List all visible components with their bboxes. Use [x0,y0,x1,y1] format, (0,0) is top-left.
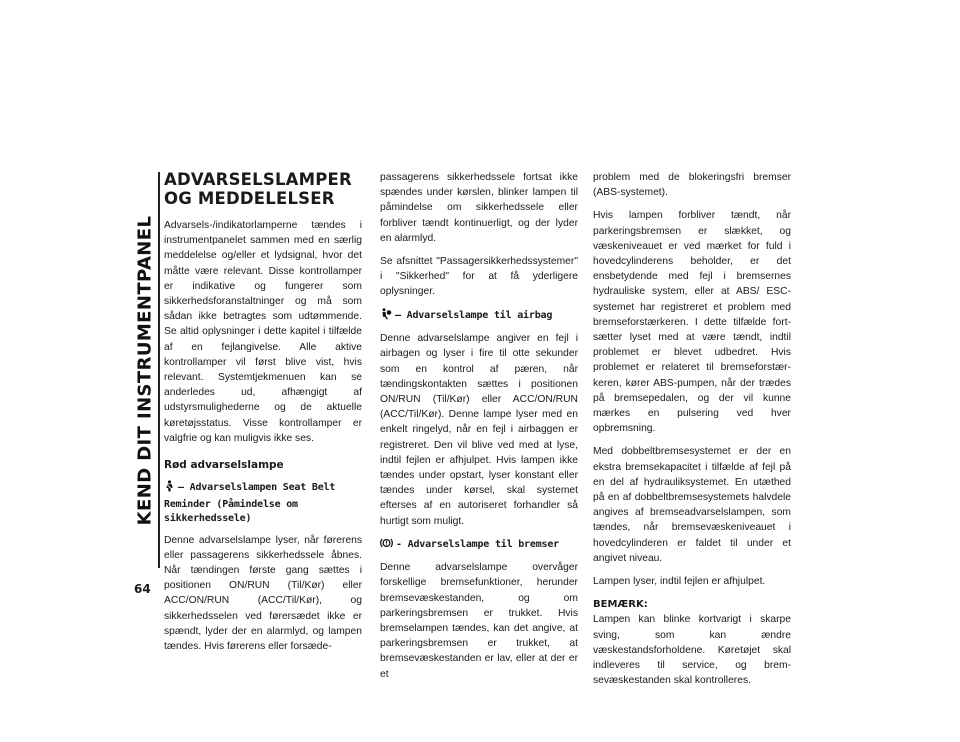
section-heading: ADVARSELSLAMPER OG MEDDELELSER [164,170,352,208]
seatbelt-heading [164,480,362,527]
lamp-on-paragraph: Lampen lyser, indtil fejlen er afhjulpet. [593,576,766,588]
sidebar-chapter-text: KEND DIT INSTRUMENTPANEL [134,215,156,525]
seatbelt-icon [164,480,175,498]
dual-brake-paragraph: Med dobbeltbremsesystemet er der en ekstra bremsekapacitet i tilfælde af fejl på en del af hydrauliksystemet. En utæthed på en af dobbeltbremsesystemets halvdele angives af bremseadvarselslampen, som tændes, når bremsevæskeniveauet i hovedcylinderen er faldet til under et angivet niveau. [593,446,791,564]
red-warning-subheading: Rød advarselslampe [164,459,284,472]
brake-icon [380,537,393,555]
sidebar-chapter-title [128,172,162,568]
note-text: Lampen kan blinke kortvarigt i skarpe sving, som kan ændre væskestandsforholdene. Køretøjet skal indleveres til service, og bremsevæskestanden skal kontrolleres. [593,614,791,687]
brake-heading-text: - Advarselslampe til bremser [396,538,559,550]
brake-continued-paragraph: problem med de blokeringsfri bremser (ABS-systemet). [593,172,791,199]
brake-heading [380,537,578,555]
see-section-paragraph: Se afsnittet "Passagersikkerhedssystemer" i "Sikkerhed" for at få yderligere oplysninger. [380,256,578,298]
note-label: BEMÆRK: [593,599,648,611]
column-2 [380,170,578,690]
airbag-paragraph: Denne advarselslampe angiver en fejl i airbagen og lyser i fire til otte sekunder som en kontrol af pæren, når tændingskontakten sættes i positionen ON/RUN (Til/Kør) eller ACC/ON/RUN (ACC/Til/Kør). Denne lampe lyser med en enkelt ringelyd, når en fejl i airbaggen er registreret. Den vil blive ved med at lyse, indtil fejlen er afhjulpet. Hvis lampen ikke tændes under opstart, lyser konstant eller tændes under kørsel, skal systemet efterses af en autoriseret forhandler så hurtigt som muligt. [380,333,578,527]
note-block [593,597,791,688]
airbag-heading [380,308,578,326]
brake-system-paragraph: Hvis lampen forbliver tændt, når parkeringsbremsen er slækket, og væskeniveauet er ved mærket for fuld i hovedcylinderens beholder, er det ensbetydende med fejl i bremsernes hydrauliske system, eller at ABS/ ESC-systemet har registreret et problem med bremseforstærkeren. I dette tilfælde fortsætter lyset med at være tændt, indtil problemet er blevet udbedret. Hvis problemet er relateret til bremseforstærkeren, kører ABS-pumpen, når der trædes på bremsepedalen, og der vil kunne mærkes en pulsering ved hver opbremsning. [593,210,791,435]
seatbelt-continued-paragraph: passagerens sikkerhedssele fortsat ikke spændes under kørslen, blinker lampen til påmindelse om sikkerhedssele eller forbliver tændt kontinuerligt, og der lyder en alarmlyd. [380,172,578,244]
column-1 [164,170,362,662]
brake-paragraph: Denne advarselslampe overvåger forskellige bremsefunktioner, herunder bremsevæskestanden, og om parkeringsbremsen er trukket. Hvis bremselampen tændes, kan det angive, at parkeringsbremsen er trukket, at bremsevæskestanden er lav, eller at der er et [380,562,578,680]
airbag-icon [380,308,392,326]
seatbelt-heading-text: – Advarselslampen Seat Belt Reminder (Påmindelse om sikkerhedssele) [164,482,336,525]
page-number: 64 [134,582,151,596]
column-3 [593,170,791,697]
vertical-rule [158,172,160,568]
airbag-heading-text: – Advarselslampe til airbag [395,309,553,321]
intro-paragraph: Advarsels-/indikatorlamperne tændes i instrumentpanelet sammen med en særlig meddelelse og/eller et lydsignal, hvor det måtte være relevant. Disse kontrollamper er indikative og fungerer som sikkerhedsforanstaltninger og må som sådan ikke betragtes som udtømmende. Se altid oplysninger i dette kapitel i tilfælde af en fejlangivelse. Alle aktive kontrollamper vil først blive vist, hvis relevant. Systemtjekmenuen kan se anderledes ud, afhængigt af udstyrsmulighederne og de aktuelle køretøjsstatus. Visse kontrollamper er valgfrie og kan muligvis ikke ses. [164,220,362,444]
seatbelt-paragraph: Denne advarselslampe lyser, når førerens eller passagerens sikkerhedssele åbnes. Når tændingen første gang sættes i positionen ON/RUN (Til/Kør) eller ACC/ON/RUN (ACC/Til/Kør), og sikkerhedsselen ved førersædet ikke er spændt, lyder der en alarmlyd, og lampen tændes. Hvis førerens eller forsæde- [164,534,362,652]
